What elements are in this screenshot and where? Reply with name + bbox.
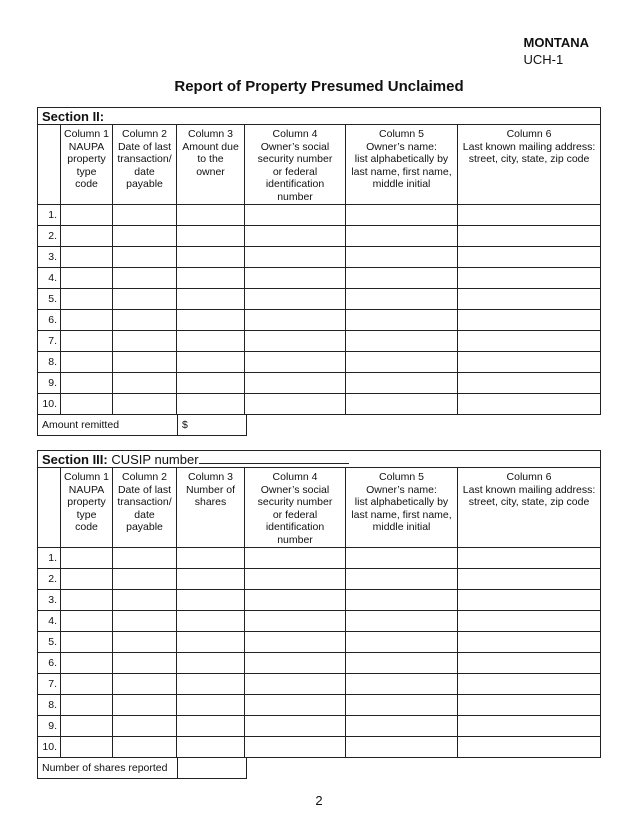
entry-cell-column-3[interactable]: [177, 548, 245, 569]
entry-cell-column-4[interactable]: [245, 716, 346, 737]
entry-cell-column-4[interactable]: [245, 674, 346, 695]
row-number: 9.: [38, 373, 61, 394]
section-3-column-headers: [38, 468, 601, 548]
amount-remitted-label: Amount remitted: [38, 415, 178, 436]
entry-cell-column-2[interactable]: [113, 632, 177, 653]
table-row: [38, 632, 601, 653]
state-name: MONTANA: [523, 35, 589, 50]
page-title: Report of Property Presumed Unclaimed: [174, 78, 464, 95]
table-row: [38, 590, 601, 611]
entry-cell-column-5[interactable]: [346, 590, 458, 611]
entry-cell-column-2[interactable]: [113, 289, 177, 310]
form-code: UCH-1: [523, 52, 564, 67]
cusip-number-field[interactable]: [199, 452, 349, 464]
entry-cell-column-4[interactable]: [245, 289, 346, 310]
table-row: [38, 268, 601, 289]
entry-cell-column-3[interactable]: [177, 268, 245, 289]
entry-cell-column-4[interactable]: [245, 695, 346, 716]
entry-cell-column-5[interactable]: [346, 674, 458, 695]
entry-cell-column-2[interactable]: [113, 653, 177, 674]
entry-cell-column-1[interactable]: [61, 590, 113, 611]
table-row: [38, 695, 601, 716]
row-number: 5.: [38, 289, 61, 310]
entry-cell-column-6[interactable]: [458, 394, 601, 415]
column-6-header: Column 6 Last known mailing address: street, city, state, zip code: [458, 125, 601, 205]
row-number: 1.: [38, 548, 61, 569]
table-row: [38, 205, 601, 226]
entry-cell-column-5[interactable]: [346, 373, 458, 394]
entry-cell-column-3[interactable]: [177, 394, 245, 415]
entry-cell-column-3[interactable]: [177, 205, 245, 226]
entry-cell-column-6[interactable]: [458, 548, 601, 569]
row-number: 10.: [38, 394, 61, 415]
entry-cell-column-5[interactable]: [346, 247, 458, 268]
entry-cell-column-1[interactable]: [61, 268, 113, 289]
section-3-heading: [38, 451, 601, 468]
column-2-header: Column 2 Date of last transaction/ date payable: [113, 125, 177, 205]
row-number-header: [38, 468, 61, 548]
table-row: [38, 569, 601, 590]
section-2-table: [37, 107, 601, 415]
row-number: 6.: [38, 310, 61, 331]
entry-cell-column-2[interactable]: [113, 590, 177, 611]
entry-cell-column-5[interactable]: [346, 737, 458, 758]
column-1-header: Column 1 NAUPA property type code: [61, 468, 113, 548]
entry-cell-column-5[interactable]: [346, 205, 458, 226]
entry-cell-column-5[interactable]: [346, 268, 458, 289]
entry-cell-column-2[interactable]: [113, 569, 177, 590]
entry-cell-column-1[interactable]: [61, 716, 113, 737]
dollar-sign: $: [182, 419, 188, 431]
row-number: 4.: [38, 611, 61, 632]
entry-cell-column-6[interactable]: [458, 205, 601, 226]
shares-reported-label: Number of shares reported: [38, 758, 178, 779]
entry-cell-column-4[interactable]: [245, 590, 346, 611]
section-3-footer: [37, 757, 247, 779]
entry-cell-column-5[interactable]: [346, 548, 458, 569]
column-1-header: Column 1 NAUPA property type code: [61, 125, 113, 205]
entry-cell-column-5[interactable]: [346, 695, 458, 716]
table-row: [38, 310, 601, 331]
entry-cell-column-6[interactable]: [458, 653, 601, 674]
entry-cell-column-3[interactable]: [177, 590, 245, 611]
table-row: [38, 674, 601, 695]
entry-cell-column-5[interactable]: [346, 352, 458, 373]
entry-cell-column-4[interactable]: [245, 352, 346, 373]
entry-cell-column-2[interactable]: [113, 674, 177, 695]
entry-cell-column-5[interactable]: [346, 653, 458, 674]
entry-cell-column-1[interactable]: [61, 653, 113, 674]
entry-cell-column-3[interactable]: [177, 247, 245, 268]
entry-cell-column-4[interactable]: [245, 205, 346, 226]
page-number: 2: [315, 793, 323, 808]
entry-cell-column-5[interactable]: [346, 310, 458, 331]
entry-cell-column-3[interactable]: [177, 289, 245, 310]
entry-cell-column-2[interactable]: [113, 611, 177, 632]
entry-cell-column-6[interactable]: [458, 352, 601, 373]
entry-cell-column-2[interactable]: [113, 695, 177, 716]
entry-cell-column-2[interactable]: [113, 310, 177, 331]
entry-cell-column-4[interactable]: [245, 611, 346, 632]
entry-cell-column-5[interactable]: [346, 632, 458, 653]
entry-cell-column-1[interactable]: [61, 674, 113, 695]
entry-cell-column-1[interactable]: [61, 310, 113, 331]
row-number: 6.: [38, 653, 61, 674]
entry-cell-column-1[interactable]: [61, 548, 113, 569]
table-row: [38, 394, 601, 415]
entry-cell-column-3[interactable]: [177, 331, 245, 352]
entry-cell-column-1[interactable]: [61, 247, 113, 268]
row-number: 8.: [38, 695, 61, 716]
entry-cell-column-6[interactable]: [458, 247, 601, 268]
row-number: 7.: [38, 674, 61, 695]
entry-cell-column-5[interactable]: [346, 394, 458, 415]
column-3-header: Column 3 Number of shares: [177, 468, 245, 548]
entry-cell-column-3[interactable]: [177, 373, 245, 394]
cusip-label: CUSIP number: [111, 451, 199, 467]
entry-cell-column-2[interactable]: [113, 394, 177, 415]
row-number: 8.: [38, 352, 61, 373]
entry-cell-column-1[interactable]: [61, 569, 113, 590]
column-4-header: Column 4 Owner’s social security number or federal identification number: [245, 125, 346, 205]
entry-cell-column-4[interactable]: [245, 331, 346, 352]
entry-cell-column-3[interactable]: [177, 569, 245, 590]
column-5-header: Column 5 Owner’s name: list alphabetically by last name, first name, middle initial: [346, 468, 458, 548]
table-row: [38, 373, 601, 394]
entry-cell-column-2[interactable]: [113, 205, 177, 226]
entry-cell-column-5[interactable]: [346, 611, 458, 632]
table-row: [38, 716, 601, 737]
table-row: [38, 548, 601, 569]
row-number: 3.: [38, 247, 61, 268]
section-2-column-headers: [38, 125, 601, 205]
entry-cell-column-4[interactable]: [245, 226, 346, 247]
section-3-label: Section III:: [42, 451, 108, 467]
form-header: [524, 34, 589, 68]
entry-cell-column-1[interactable]: [61, 352, 113, 373]
entry-cell-column-6[interactable]: [458, 331, 601, 352]
entry-cell-column-4[interactable]: [245, 653, 346, 674]
entry-cell-column-2[interactable]: [113, 247, 177, 268]
row-number: 4.: [38, 268, 61, 289]
entry-cell-column-6[interactable]: [458, 632, 601, 653]
table-row: [38, 331, 601, 352]
entry-cell-column-3[interactable]: [177, 653, 245, 674]
entry-cell-column-6[interactable]: [458, 310, 601, 331]
column-6-header: Column 6 Last known mailing address: street, city, state, zip code: [458, 468, 601, 548]
entry-cell-column-3[interactable]: [177, 716, 245, 737]
entry-cell-column-3[interactable]: [177, 737, 245, 758]
entry-cell-column-3[interactable]: [177, 632, 245, 653]
entry-cell-column-4[interactable]: [245, 632, 346, 653]
column-3-header: Column 3 Amount due to the owner: [177, 125, 245, 205]
row-number: 2.: [38, 569, 61, 590]
table-row: [38, 352, 601, 373]
entry-cell-column-3[interactable]: [177, 674, 245, 695]
table-row: [38, 653, 601, 674]
section-2-footer: [37, 414, 247, 436]
entry-cell-column-3[interactable]: [177, 695, 245, 716]
table-row: [38, 611, 601, 632]
entry-cell-column-6[interactable]: [458, 373, 601, 394]
entry-cell-column-1[interactable]: [61, 205, 113, 226]
column-4-header: Column 4 Owner’s social security number or federal identification number: [245, 468, 346, 548]
table-row: [38, 737, 601, 758]
entry-cell-column-6[interactable]: [458, 226, 601, 247]
entry-cell-column-2[interactable]: [113, 373, 177, 394]
entry-cell-column-1[interactable]: [61, 331, 113, 352]
entry-cell-column-4[interactable]: [245, 394, 346, 415]
entry-cell-column-1[interactable]: [61, 289, 113, 310]
table-row: [38, 226, 601, 247]
entry-cell-column-6[interactable]: [458, 569, 601, 590]
table-row: [38, 289, 601, 310]
entry-cell-column-5[interactable]: [346, 289, 458, 310]
entry-cell-column-1[interactable]: [61, 226, 113, 247]
entry-cell-column-1[interactable]: [61, 632, 113, 653]
entry-cell-column-1[interactable]: [61, 394, 113, 415]
entry-cell-column-3[interactable]: [177, 226, 245, 247]
entry-cell-column-1[interactable]: [61, 611, 113, 632]
entry-cell-column-3[interactable]: [177, 352, 245, 373]
entry-cell-column-6[interactable]: [458, 268, 601, 289]
entry-cell-column-2[interactable]: [113, 226, 177, 247]
shares-reported-field[interactable]: [178, 758, 247, 779]
entry-cell-column-1[interactable]: [61, 373, 113, 394]
table-row: [38, 247, 601, 268]
row-number: 9.: [38, 716, 61, 737]
section-2-heading: [38, 108, 601, 125]
entry-cell-column-4[interactable]: [245, 247, 346, 268]
entry-cell-column-3[interactable]: [177, 310, 245, 331]
entry-cell-column-4[interactable]: [245, 569, 346, 590]
entry-cell-column-2[interactable]: [113, 737, 177, 758]
entry-cell-column-4[interactable]: [245, 310, 346, 331]
entry-cell-column-4[interactable]: [245, 268, 346, 289]
entry-cell-column-2[interactable]: [113, 716, 177, 737]
entry-cell-column-6[interactable]: [458, 590, 601, 611]
row-number: 5.: [38, 632, 61, 653]
entry-cell-column-6[interactable]: [458, 611, 601, 632]
column-2-header: Column 2 Date of last transaction/ date payable: [113, 468, 177, 548]
entry-cell-column-6[interactable]: [458, 716, 601, 737]
entry-cell-column-1[interactable]: [61, 737, 113, 758]
entry-cell-column-2[interactable]: [113, 352, 177, 373]
entry-cell-column-1[interactable]: [61, 695, 113, 716]
row-number: 2.: [38, 226, 61, 247]
entry-cell-column-4[interactable]: [245, 373, 346, 394]
row-number: 3.: [38, 590, 61, 611]
entry-cell-column-4[interactable]: [245, 548, 346, 569]
row-number: 7.: [38, 331, 61, 352]
entry-cell-column-5[interactable]: [346, 331, 458, 352]
entry-cell-column-5[interactable]: [346, 569, 458, 590]
column-5-header: Column 5 Owner’s name: list alphabetically by last name, first name, middle initial: [346, 125, 458, 205]
entry-cell-column-2[interactable]: [113, 268, 177, 289]
entry-cell-column-2[interactable]: [113, 331, 177, 352]
entry-cell-column-6[interactable]: [458, 695, 601, 716]
row-number: 10.: [38, 737, 61, 758]
entry-cell-column-6[interactable]: [458, 674, 601, 695]
entry-cell-column-4[interactable]: [245, 737, 346, 758]
section-2-label: Section II:: [42, 108, 105, 124]
entry-cell-column-5[interactable]: [346, 716, 458, 737]
amount-remitted-field[interactable]: [178, 415, 247, 436]
entry-cell-column-5[interactable]: [346, 226, 458, 247]
row-number-header: [38, 125, 61, 205]
entry-cell-column-3[interactable]: [177, 611, 245, 632]
entry-cell-column-2[interactable]: [113, 548, 177, 569]
row-number: 1.: [38, 205, 61, 226]
section-3-table: [37, 450, 601, 758]
entry-cell-column-6[interactable]: [458, 737, 601, 758]
entry-cell-column-6[interactable]: [458, 289, 601, 310]
